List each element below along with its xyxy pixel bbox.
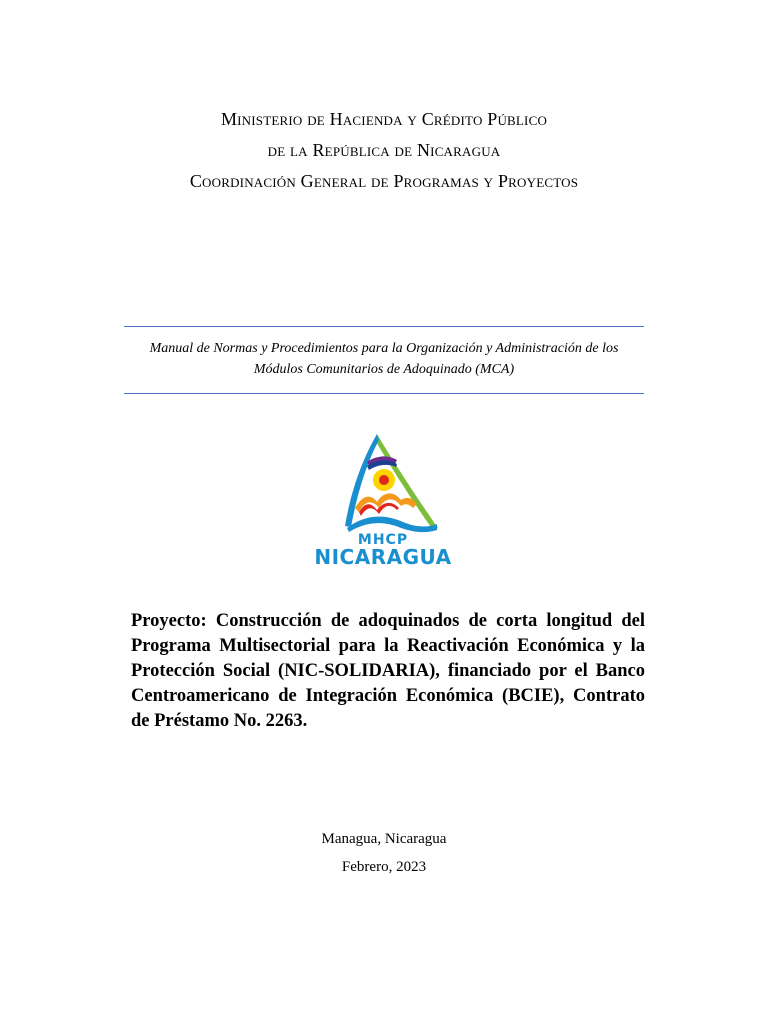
project-description: Proyecto: Construcción de adoquinados de corta longitud del Programa Multisectorial para la Reactivación Económica y la Protección Social (NIC-SOLIDARIA), financiado por el Banco Centroamericano de Integración Económica (BCIE), Contrato de Préstamo No. 2263. — [131, 611, 645, 731]
logo-text-mhcp: MHCP — [357, 532, 409, 548]
mhcp-logo — [305, 428, 460, 570]
footer-date: Febrero, 2023 — [341, 859, 427, 875]
footer-city: Managua, Nicaragua — [321, 831, 447, 847]
divider-top — [124, 326, 644, 327]
logo-text-nicaragua: NICARAGUA — [314, 545, 452, 569]
logo-base-wave — [347, 517, 437, 533]
header-line-coordination: Coordinación General de Programas y Proyectos — [189, 171, 579, 191]
header-line-country: de la República de Nicaragua — [267, 140, 501, 160]
manual-title: Manual de Normas y Procedimientos para la Organización y Administración de los Módulos Comunitarios de Adoquinado (MCA) — [149, 341, 619, 377]
institution-header — [0, 104, 768, 197]
header-line-ministry: Ministerio de Hacienda y Crédito Público — [220, 109, 548, 129]
divider-bottom — [124, 393, 644, 394]
